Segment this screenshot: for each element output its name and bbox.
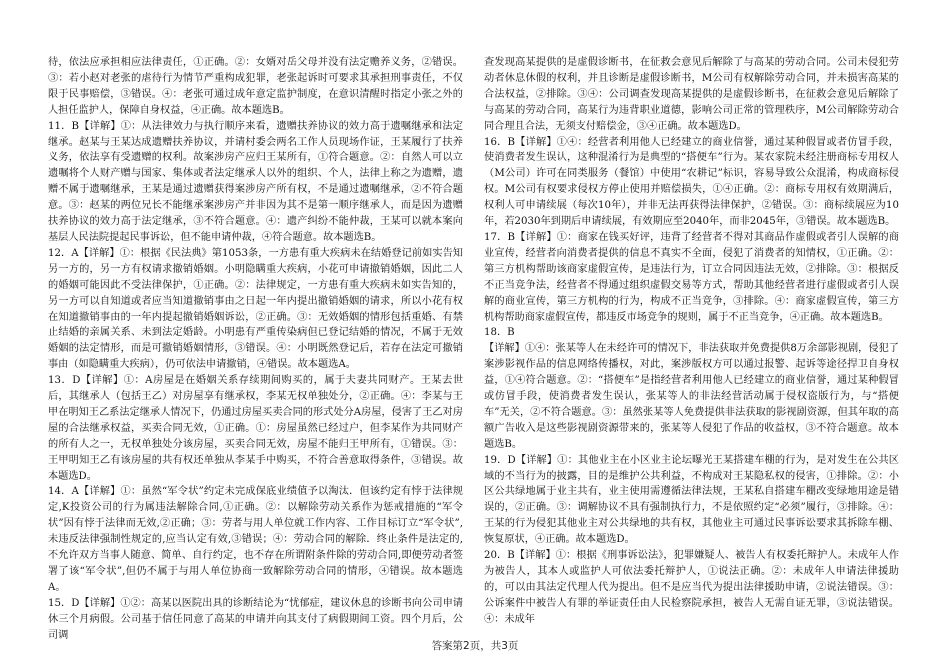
answer-10-continuation: 待，依法应承担相应法律责任，①正确。②：女婿对岳父母并没有法定赡养义务，②错误。③：若小赵对老张的虐待行为情节严重构成犯罪，老张起诉时可要求其承担刑事责任，不仅限于民事赔偿，③错误。④：老张可通过成年意定监护制度，在意识清醒时指定小张之外的人担任监护人，保障自身权益，④正确。故本题选B。 bbox=[48, 57, 463, 116]
answer-19: 19．D【详解】①：其他业主在小区业主论坛曝光王某搭建车棚的行为，是对发生在公共区域的不当行为的披露，目的是维护公共利益，不构成对王某隐私权的侵害，①排除。②：小区公共绿地属于业主共有，业主使用需遵循法律法规，王某私自搭建车棚改变绿地用途是错误的，②正确。③：调解协议不具有强制执行力，不是依照约定“必须”履行，③排除。④：王某的行为侵犯其他业主对公共绿地的共有权，其他业主可通过民事诉讼要求其拆除车棚、恢复原状，④正确。故本题选D。 bbox=[484, 454, 899, 546]
answer-11: 11．B【详解】①：从法律效力与执行顺序来看，遗赠扶养协议的效力高于遗嘱继承和法定继承。赵某与王某达成遗赠扶养协议，并请村委会两名工作人员现场作证，王某履行了扶养义务，依法享有受遗赠的权利。故案涉房产应归王某所有，①符合题意。②：自然人可以立遗嘱将个人财产赠与国家、集体或者法定继承人以外的组织、个人，法律上称之为遗赠，遗赠不属于遗嘱继承，王某是通过遗赠获得案涉房产所有权，不是通过遗嘱继承，②不符合题意。③：赵某的两位兄长不能继承案涉房产并非因为其不是第一顺序继承人，而是因为遗赠扶养协议的效力高于法定继承，③不符合题意。④：遗产纠纷不能仲裁，王某可以就本案向基层人民法院提起民事诉讼，但不能申请仲裁，④符合题意。故本题选B。 bbox=[48, 120, 463, 243]
right-column bbox=[484, 55, 899, 625]
answer-15-continuation: 查发现高某提供的是虚假诊断书，在征救会意见后解除了与高某的劳动合同。公司未侵犯劳动者休息休假的权利，并且诊断是虚假诊断书，M公司有权解除劳动合同，并未损害高某的合法权益，②排除。③④：公司调查发现高某提供的是虚假诊断书，在征救会意见后解除了与高某的劳动合同，高某行为违背职业道德，影响公司正常的管理秩序，M公司解除劳动合同合理且合法，无须支付赔偿金，③④正确。故本题选D。 bbox=[484, 57, 899, 132]
answer-18-detail: 【详解】①④：张某等人在未经许可的情况下，非法获取并免费提供8万余部影视剧，侵犯了案涉影视作品的信息网络传播权，对此，案涉版权方可以通过报警、起诉等途径捍卫自身权益，①④符合题意。②：“搭便车”是指经营者利用他人已经建立的商业信誉，通过某种假冒或仿冒手段，使消费者发生误认，张某等人的非法经营活动属于侵权盗版行为，与“搭便车”无关，②不符合题意。③：虽然张某等人免费提供非法获取的影视剧资源，但其年取的高额广告收入是这些影视剧资源带来的，张某等人侵犯了作品的收益权，③不符合题意。故本题选B。 bbox=[484, 343, 899, 450]
answer-13: 13．D【详解】①：A房屋是在婚姻关系存续期间购买的，属于夫妻共同财产。王某去世后，其继承人（包括王乙）对房屋享有继承权，李某无权单独处分，②正确。④：李某与王甲在明知王乙系法定继承人情况下，仍通过房屋买卖合同的形式处分A房屋，侵害了王乙对房屋的合法继承权益，买卖合同无效，①正确。①：房屋虽然已经过户，但李某作为共同财产的所有人之一，无权单独处分该房屋，买卖合同无效，房屋不能归王甲所有，①错误。③：王甲明知王乙有该房屋的共有权还单独从李某手中购买，不符合善意取得条件，③错误。故本题选D。 bbox=[48, 375, 463, 482]
answer-18-number: 18．B bbox=[484, 327, 515, 339]
answer-12: 12．A【详解】①：根据《民法典》第1053条，一方患有重大疾病未在结婚登记前如实告知另一方的，另一方有权请求撤销婚姻。小明隐瞒重大疾病，小花可申请撤销婚姻，因此二人的婚姻可能因此不受法律保护，①正确。②：法律规定，一方患有重大疾病未如实告知的，另一方可以自知道或者应当知道撤销事由之日起一年内提出撤销婚姻的请求，所以小花有权在知道撤销事由的一年内提起撤销婚姻诉讼，②正确。③：无效婚姻的情形包括重婚、有禁止结婚的亲属关系、未到法定婚龄。小明患有严重传染病但已登记结婚的情况，不属于无效婚姻的法定情形，而是可撤销婚姻情形，③错误。④：小明既然登记后，若存在法定可撤销事由（如隐瞒重大疾病），仍可依法申请撤销，④错误。故本题选A。 bbox=[48, 247, 463, 371]
answer-16: 16．B【详解】①④：经营者利用他人已经建立的商业信誉，通过某种假冒或者仿冒手段，使消费者发生误认，这种混淆行为是典型的“搭便车”行为。某农家院未经注册商标专用权人（M公司）许可在同类服务（餐馆）中使用“农耕记”标识，容易导致公众混淆，构成商标侵权。M公司有权要求侵权方停止使用并赔偿损失，①④正确。②：商标专用权有效期满后，权利人可申请续展（每次10年），并非无法再获得法律保护，②错误。③：商标续展应为10年，若2030年到期后申请续展，有效期应至2040年，而非2045年，③错误。故本题选B。 bbox=[484, 136, 899, 228]
page-footer: 答案第2页，共3页 bbox=[431, 640, 519, 652]
answer-20: 20．B【详解】①：根据《刑事诉讼法》，犯罪嫌疑人、被告人有权委托辩护人。未成年人作为被告人，其本人或监护人可依法委托辩护人，①说法正确。②：未成年人申请法律援助的，可以由其法定代理人代为提出。但不是应当代为提出法律援助申请，②说法错误。③：公诉案件中被告人有罪的举证责任由人民检察院承担，被告人无需自证无罪，③说法错误。④：未成年 bbox=[484, 550, 899, 625]
answer-14: 14．A【详解】①：虽然“军令状”约定未完成保底业绩值予以淘汰．但该约定有悖于法律规定,K投资公司的行为属违法解除合同,①正确。②：以解除劳动关系作为惩戒措施的“军令状”因有悖于法律而无效,②正确；③：劳者与用人单位就工作内容、工作目标订立“军令状”,未违反法律强制性规定的,应当认定有效,③错误；④：劳动合同的解除．终止条件是法定的,不允许双方当事人随意、简单、自行约定，也不存在所谓附条件除的劳动合同,即便劳动者签署了该“军令状”,但仍不属于与用人单位协商一致解除劳动合同的情形，④错误。故本题选A。 bbox=[48, 486, 463, 593]
left-column bbox=[48, 55, 463, 641]
answer-17: 17．B【详解】①：商家在钱买好评，违背了经营者不得对其商品作虚假或者引人误解的商业宣传，经营者向消费者提供的信息不真实不全面，侵犯了消费者的知情权，①正确。②：第三方机构帮助该商家虚假宣传，是违法行为，订立合同因违法无效，②排除。③：根据反不正当竞争法，经营者不得通过组织虚假交易等方式，帮助其他经营者进行虚假或者引人误解的商业宣传，第三方机构的行为，构成不正当竞争，③排除。④：商家虚假宣传，第三方机构帮助商家虚假宣传，都违反市场竞争的规则，属于不正当竞争，④正确。故本题选B。 bbox=[484, 231, 899, 323]
answer-15-start: 15．D【详解】①②：高某以医院出具的诊断结论为“忧郁症，建议休息的诊断书向公司申请休三个月病假。公司基于信任同意了高某的申请并向其支付了病假期间工资。四个月后，公司调 bbox=[48, 597, 463, 641]
